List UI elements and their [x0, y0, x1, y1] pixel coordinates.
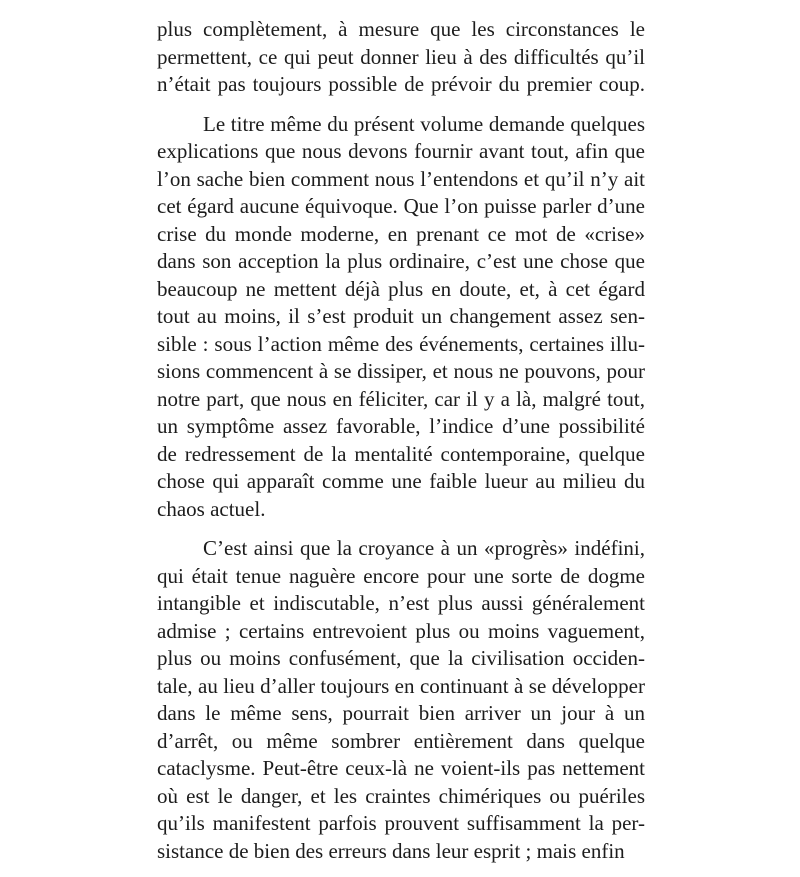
text-line: notre part, que nous en féliciter, car il y a là, malgré tout, — [157, 386, 645, 411]
text-line: qui était tenue naguère encore pour une sorte de dogme — [157, 563, 645, 588]
text-line: explications que nous devons fournir avant tout, afin que — [157, 139, 645, 163]
text-line: cet égard aucune équivoque. Que l’on puisse parler d’une — [157, 194, 645, 218]
text-line: qu’ils manifestent parfois prouvent suffisamment la per- — [157, 811, 645, 835]
text-line: dans son acception la plus ordinaire, c’est une chose que — [157, 249, 645, 273]
text-line: Le titre même du présent volume demande quelques — [203, 111, 645, 136]
text-line: d’arrêt, ou même sombrer entièrement dans quelque — [157, 728, 645, 753]
text-line: dans le même sens, pourrait bien arriver un jour à un — [157, 701, 645, 725]
text-line: un symptôme assez favorable, l’indice d’une possibilité — [157, 414, 645, 438]
text-line: où est le danger, et les craintes chimériques ou puériles — [157, 783, 645, 808]
text-line: sible : sous l’action même des événements, certaines illu- — [157, 331, 645, 356]
text-line: sistance de bien des erreurs dans leur esprit ; mais enfin — [157, 838, 625, 863]
text-line: C’est ainsi que la croyance à un «progrès» indéfini, — [203, 536, 645, 560]
text-line: beaucoup ne mettent déjà plus en doute, et, à cet égard — [157, 276, 645, 301]
text-line: plus complètement, à mesure que les circonstances le — [157, 17, 645, 41]
text-line: permettent, ce qui peut donner lieu à des difficultés qu’il — [157, 44, 645, 69]
book-page — [157, 16, 645, 877]
text-line: n’était pas toujours possible de prévoir du premier coup. — [157, 72, 645, 96]
text-line: admise ; certains entrevoient plus ou moins vaguement, — [157, 618, 645, 643]
text-line: l’on sache bien comment nous l’entendons et qu’il n’y ait — [157, 166, 645, 191]
paragraph — [157, 535, 645, 865]
text-line: chose qui apparaît comme une faible lueur au milieu du — [157, 469, 645, 493]
text-line: cataclysme. Peut-être ceux-là ne voient-ils pas nettement — [157, 756, 645, 780]
text-line: tout au moins, il s’est produit un changement assez sen- — [157, 304, 645, 328]
text-line: crise du monde moderne, en prenant ce mot de «crise» — [157, 221, 645, 246]
paragraph — [157, 16, 645, 99]
text-line: tale, au lieu d’aller toujours en continuant à se développer — [157, 673, 645, 698]
text-line: chaos actuel. — [157, 496, 266, 521]
paragraph — [157, 111, 645, 524]
text-line: plus ou moins confusément, que la civilisation occiden- — [157, 646, 645, 670]
text-line: sions commencent à se dissiper, et nous ne pouvons, pour — [157, 359, 645, 383]
text-line: intangible et indiscutable, n’est plus aussi généralement — [157, 591, 645, 615]
text-line: de redressement de la mentalité contemporaine, quelque — [157, 441, 645, 466]
